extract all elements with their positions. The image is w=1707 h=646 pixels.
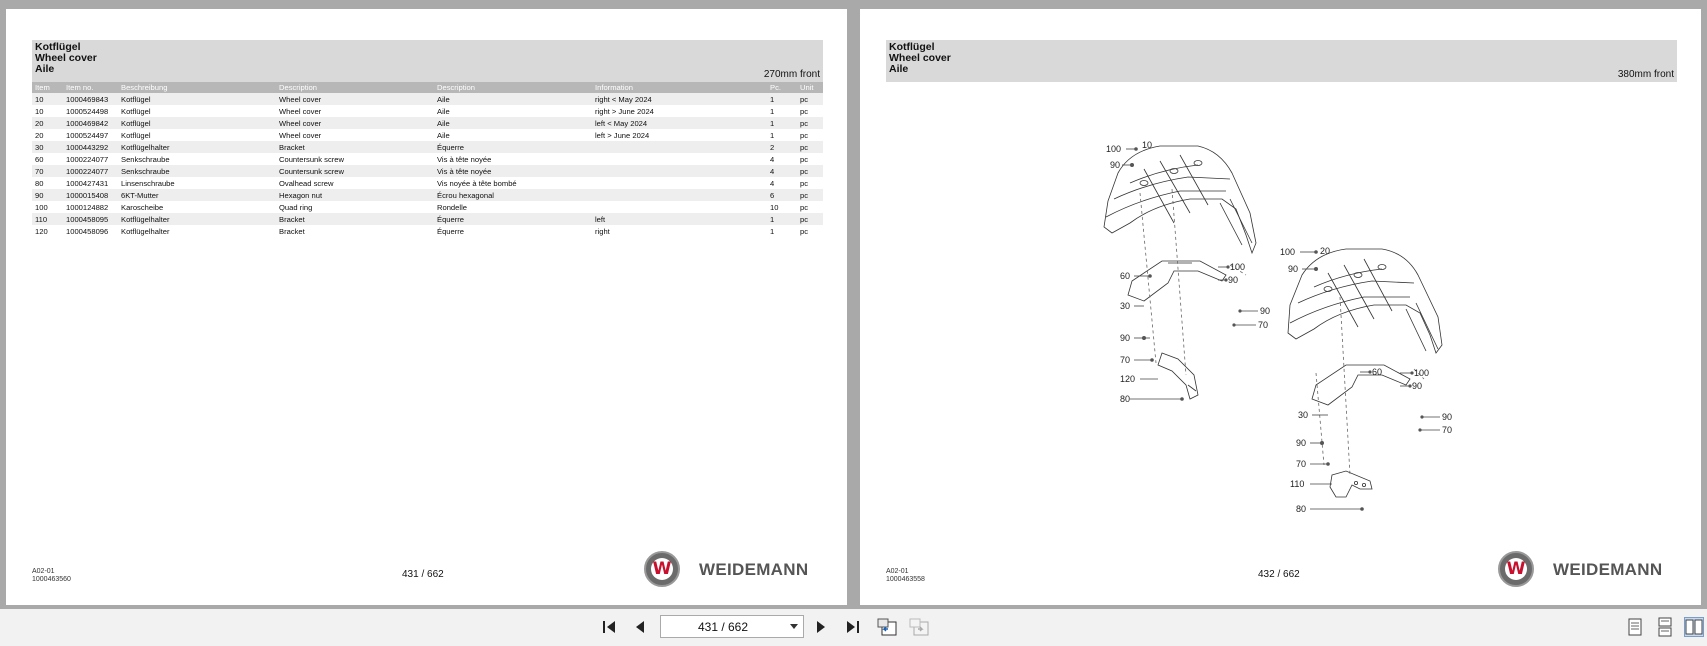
callout-left-90b: 90 (1228, 275, 1239, 285)
cell-description-fr: Vis à tête noyée (434, 165, 592, 177)
cell-information: left (592, 213, 767, 225)
first-page-icon[interactable] (599, 617, 619, 637)
cell-pc: 4 (767, 177, 797, 189)
variant-label: 380mm front (1617, 69, 1674, 80)
page-number-value: 431 / 662 (697, 620, 749, 634)
footer-code-line-1: A02-01 (32, 568, 55, 575)
cell-beschreibung: Kotflügelhalter (118, 141, 276, 153)
table-row (32, 117, 823, 129)
cell-item: 60 (32, 153, 63, 165)
title-german: Kotflügel (35, 41, 81, 53)
weidemann-logo (1498, 551, 1694, 587)
cell-unit: pc (797, 129, 823, 141)
cell-description-en: Bracket (276, 141, 434, 153)
callout-right-70b: 70 (1442, 425, 1453, 435)
cell-information (592, 165, 767, 177)
document-page-left (6, 9, 847, 605)
title-french: Aile (889, 63, 909, 75)
cell-item-no: 1000015408 (63, 189, 118, 201)
table-row (32, 165, 823, 177)
cell-description-en: Ovalhead screw (276, 177, 434, 189)
cell-beschreibung: Linsenschraube (118, 177, 276, 189)
callout-left-100a: 100 (1106, 144, 1122, 154)
table-header-row (32, 82, 823, 93)
table-row (32, 201, 823, 213)
cell-description-fr: Équerre (434, 141, 592, 153)
fender-left-drawing (1104, 146, 1256, 253)
cell-description-en: Wheel cover (276, 117, 434, 129)
cell-item: 120 (32, 225, 63, 237)
cell-description-en: Wheel cover (276, 93, 434, 105)
chevron-down-icon[interactable] (790, 624, 798, 629)
cell-item-no: 1000469843 (63, 93, 118, 105)
logo-emblem-icon: W (644, 551, 680, 587)
bracket-110-drawing (1330, 471, 1372, 497)
callout-left-30: 30 (1120, 301, 1131, 311)
cell-unit: pc (797, 117, 823, 129)
cell-item-no: 1000524498 (63, 105, 118, 117)
cell-description-fr: Vis noyée à tête bombé (434, 177, 592, 189)
col-header-item: Item (32, 82, 63, 93)
cell-description-fr: Équerre (434, 225, 592, 237)
cell-unit: pc (797, 105, 823, 117)
cell-description-en: Wheel cover (276, 129, 434, 141)
cell-unit: pc (797, 189, 823, 201)
cell-description-en: Countersunk screw (276, 153, 434, 165)
callout-right-80: 80 (1296, 504, 1307, 514)
cell-item: 70 (32, 165, 63, 177)
document-page-right (860, 9, 1701, 605)
cell-unit: pc (797, 213, 823, 225)
title-french: Aile (35, 63, 55, 75)
two-page-icon[interactable] (1684, 617, 1704, 637)
cell-unit: pc (797, 153, 823, 165)
cell-pc: 2 (767, 141, 797, 153)
footer-code-line-2: 1000463560 (32, 576, 71, 583)
table-row (32, 153, 823, 165)
cell-pc: 1 (767, 93, 797, 105)
title-english: Wheel cover (889, 52, 951, 64)
callout-left-90d: 90 (1120, 333, 1131, 343)
cell-information: right < May 2024 (592, 93, 767, 105)
callout-right-70: 70 (1296, 459, 1307, 469)
parts-table (32, 82, 823, 237)
cell-information: right > June 2024 (592, 105, 767, 117)
callout-right-90b: 90 (1412, 381, 1423, 391)
cell-unit: pc (797, 177, 823, 189)
cell-item: 30 (32, 141, 63, 153)
cell-unit: pc (797, 225, 823, 237)
cell-description-fr: Écrou hexagonal (434, 189, 592, 201)
cell-information: right (592, 225, 767, 237)
continuous-page-icon[interactable] (1655, 617, 1675, 637)
cell-item: 10 (32, 93, 63, 105)
forward-view-icon[interactable] (908, 617, 930, 637)
title-english: Wheel cover (35, 52, 97, 64)
col-header-item-no: Item no. (63, 82, 118, 93)
callout-right-90c: 90 (1442, 412, 1453, 422)
section-header (32, 40, 823, 82)
logo-wordmark: WEIDEMANN (699, 560, 809, 579)
cell-beschreibung: Kotflügel (118, 105, 276, 117)
callout-left-60: 60 (1120, 271, 1131, 281)
prev-page-icon[interactable] (630, 617, 650, 637)
col-header-pc: Pc. (767, 82, 797, 93)
cell-information (592, 177, 767, 189)
cell-beschreibung: Kotflügel (118, 93, 276, 105)
cell-item: 90 (32, 189, 63, 201)
cell-item: 80 (32, 177, 63, 189)
cell-description-fr: Aile (434, 93, 592, 105)
cell-description-en: Countersunk screw (276, 165, 434, 177)
bracket-right-drawing (1312, 365, 1410, 405)
cell-description-en: Wheel cover (276, 105, 434, 117)
callout-right-100a: 100 (1280, 247, 1296, 257)
cell-pc: 1 (767, 117, 797, 129)
cell-information: left > June 2024 (592, 129, 767, 141)
cell-pc: 10 (767, 201, 797, 213)
cell-beschreibung: Karoscheibe (118, 201, 276, 213)
single-page-icon[interactable] (1625, 617, 1645, 637)
cell-item-no: 1000427431 (63, 177, 118, 189)
cell-unit: pc (797, 201, 823, 213)
col-header-description-fr: Description (434, 82, 592, 93)
bracket-left-drawing (1128, 261, 1226, 301)
logo-emblem-icon: W (1498, 551, 1534, 587)
cell-item-no: 1000524497 (63, 129, 118, 141)
cell-item: 110 (32, 213, 63, 225)
table-row (32, 105, 823, 117)
cell-description-en: Bracket (276, 225, 434, 237)
cell-item-no: 1000443292 (63, 141, 118, 153)
table-row (32, 129, 823, 141)
callout-left-70b: 70 (1258, 320, 1269, 330)
cell-item: 100 (32, 201, 63, 213)
cell-item-no: 1000124882 (63, 201, 118, 213)
back-view-icon[interactable] (876, 617, 898, 637)
col-header-beschreibung: Beschreibung (118, 82, 276, 93)
callout-right-100b: 100 (1414, 368, 1430, 378)
footer-code-line-1: A02-01 (886, 568, 909, 575)
cell-beschreibung: Kotflügel (118, 117, 276, 129)
col-header-unit: Unit (797, 82, 823, 93)
logo-wordmark: WEIDEMANN (1553, 560, 1663, 579)
next-page-icon[interactable] (811, 617, 831, 637)
footer-code (32, 568, 71, 584)
cell-item-no: 1000469842 (63, 117, 118, 129)
callout-left-10: 10 (1142, 140, 1153, 150)
cell-information (592, 141, 767, 153)
cell-beschreibung: 6KT-Mutter (118, 189, 276, 201)
last-page-icon[interactable] (843, 617, 863, 637)
callout-right-60: 60 (1372, 367, 1383, 377)
cell-unit: pc (797, 93, 823, 105)
section-header (886, 40, 1677, 82)
col-header-information: Information (592, 82, 767, 93)
table-row (32, 177, 823, 189)
cell-unit: pc (797, 141, 823, 153)
cell-information (592, 189, 767, 201)
cell-description-fr: Aile (434, 117, 592, 129)
col-header-description-en: Description (276, 82, 434, 93)
cell-item-no: 1000224077 (63, 165, 118, 177)
callout-left-90c: 90 (1260, 306, 1271, 316)
callout-right-90a: 90 (1288, 264, 1299, 274)
cell-item: 10 (32, 105, 63, 117)
cell-description-fr: Aile (434, 129, 592, 141)
variant-label: 270mm front (763, 69, 820, 80)
footer-code (886, 568, 925, 584)
cell-beschreibung: Senkschraube (118, 165, 276, 177)
cell-beschreibung: Kotflügelhalter (118, 225, 276, 237)
bracket-120-drawing (1158, 353, 1198, 399)
cell-description-en: Hexagon nut (276, 189, 434, 201)
cell-pc: 6 (767, 189, 797, 201)
cell-beschreibung: Kotflügelhalter (118, 213, 276, 225)
cell-pc: 1 (767, 213, 797, 225)
table-row (32, 93, 823, 105)
cell-pc: 1 (767, 225, 797, 237)
table-row (32, 225, 823, 237)
cell-description-fr: Vis à tête noyée (434, 153, 592, 165)
callout-left-120: 120 (1120, 374, 1136, 384)
cell-description-en: Quad ring (276, 201, 434, 213)
cell-unit: pc (797, 165, 823, 177)
cell-description-fr: Aile (434, 105, 592, 117)
title-german: Kotflügel (889, 41, 935, 53)
cell-pc: 4 (767, 165, 797, 177)
callout-left-80: 80 (1120, 394, 1131, 404)
weidemann-logo (644, 551, 840, 587)
footer-code-line-2: 1000463558 (886, 576, 925, 583)
cell-beschreibung: Senkschraube (118, 153, 276, 165)
cell-item-no: 1000458096 (63, 225, 118, 237)
cell-beschreibung: Kotflügel (118, 129, 276, 141)
cell-information: left < May 2024 (592, 117, 767, 129)
table-row (32, 213, 823, 225)
page-number-field[interactable] (660, 615, 804, 638)
fender-right-drawing (1288, 249, 1442, 353)
cell-information (592, 153, 767, 165)
cell-pc: 1 (767, 129, 797, 141)
callout-right-90d: 90 (1296, 438, 1307, 448)
table-row (32, 189, 823, 201)
cell-pc: 1 (767, 105, 797, 117)
table-row (32, 141, 823, 153)
cell-item-no: 1000224077 (63, 153, 118, 165)
cell-description-fr: Équerre (434, 213, 592, 225)
page-number: 431 / 662 (402, 569, 444, 580)
table-body (32, 93, 823, 237)
callout-right-110: 110 (1290, 479, 1305, 489)
cell-pc: 4 (767, 153, 797, 165)
callout-left-100b: 100 (1230, 262, 1246, 272)
cell-item-no: 1000458095 (63, 213, 118, 225)
cell-description-en: Bracket (276, 213, 434, 225)
callout-left-90a: 90 (1110, 160, 1121, 170)
cell-description-fr: Rondelle (434, 201, 592, 213)
callout-right-20: 20 (1320, 246, 1331, 256)
exploded-parts-diagram (1070, 113, 1453, 523)
viewer-toolbar (0, 609, 1707, 646)
cell-item: 20 (32, 129, 63, 141)
cell-information (592, 201, 767, 213)
callout-left-70: 70 (1120, 355, 1131, 365)
page-number: 432 / 662 (1258, 569, 1300, 580)
callout-right-30: 30 (1298, 410, 1309, 420)
cell-item: 20 (32, 117, 63, 129)
